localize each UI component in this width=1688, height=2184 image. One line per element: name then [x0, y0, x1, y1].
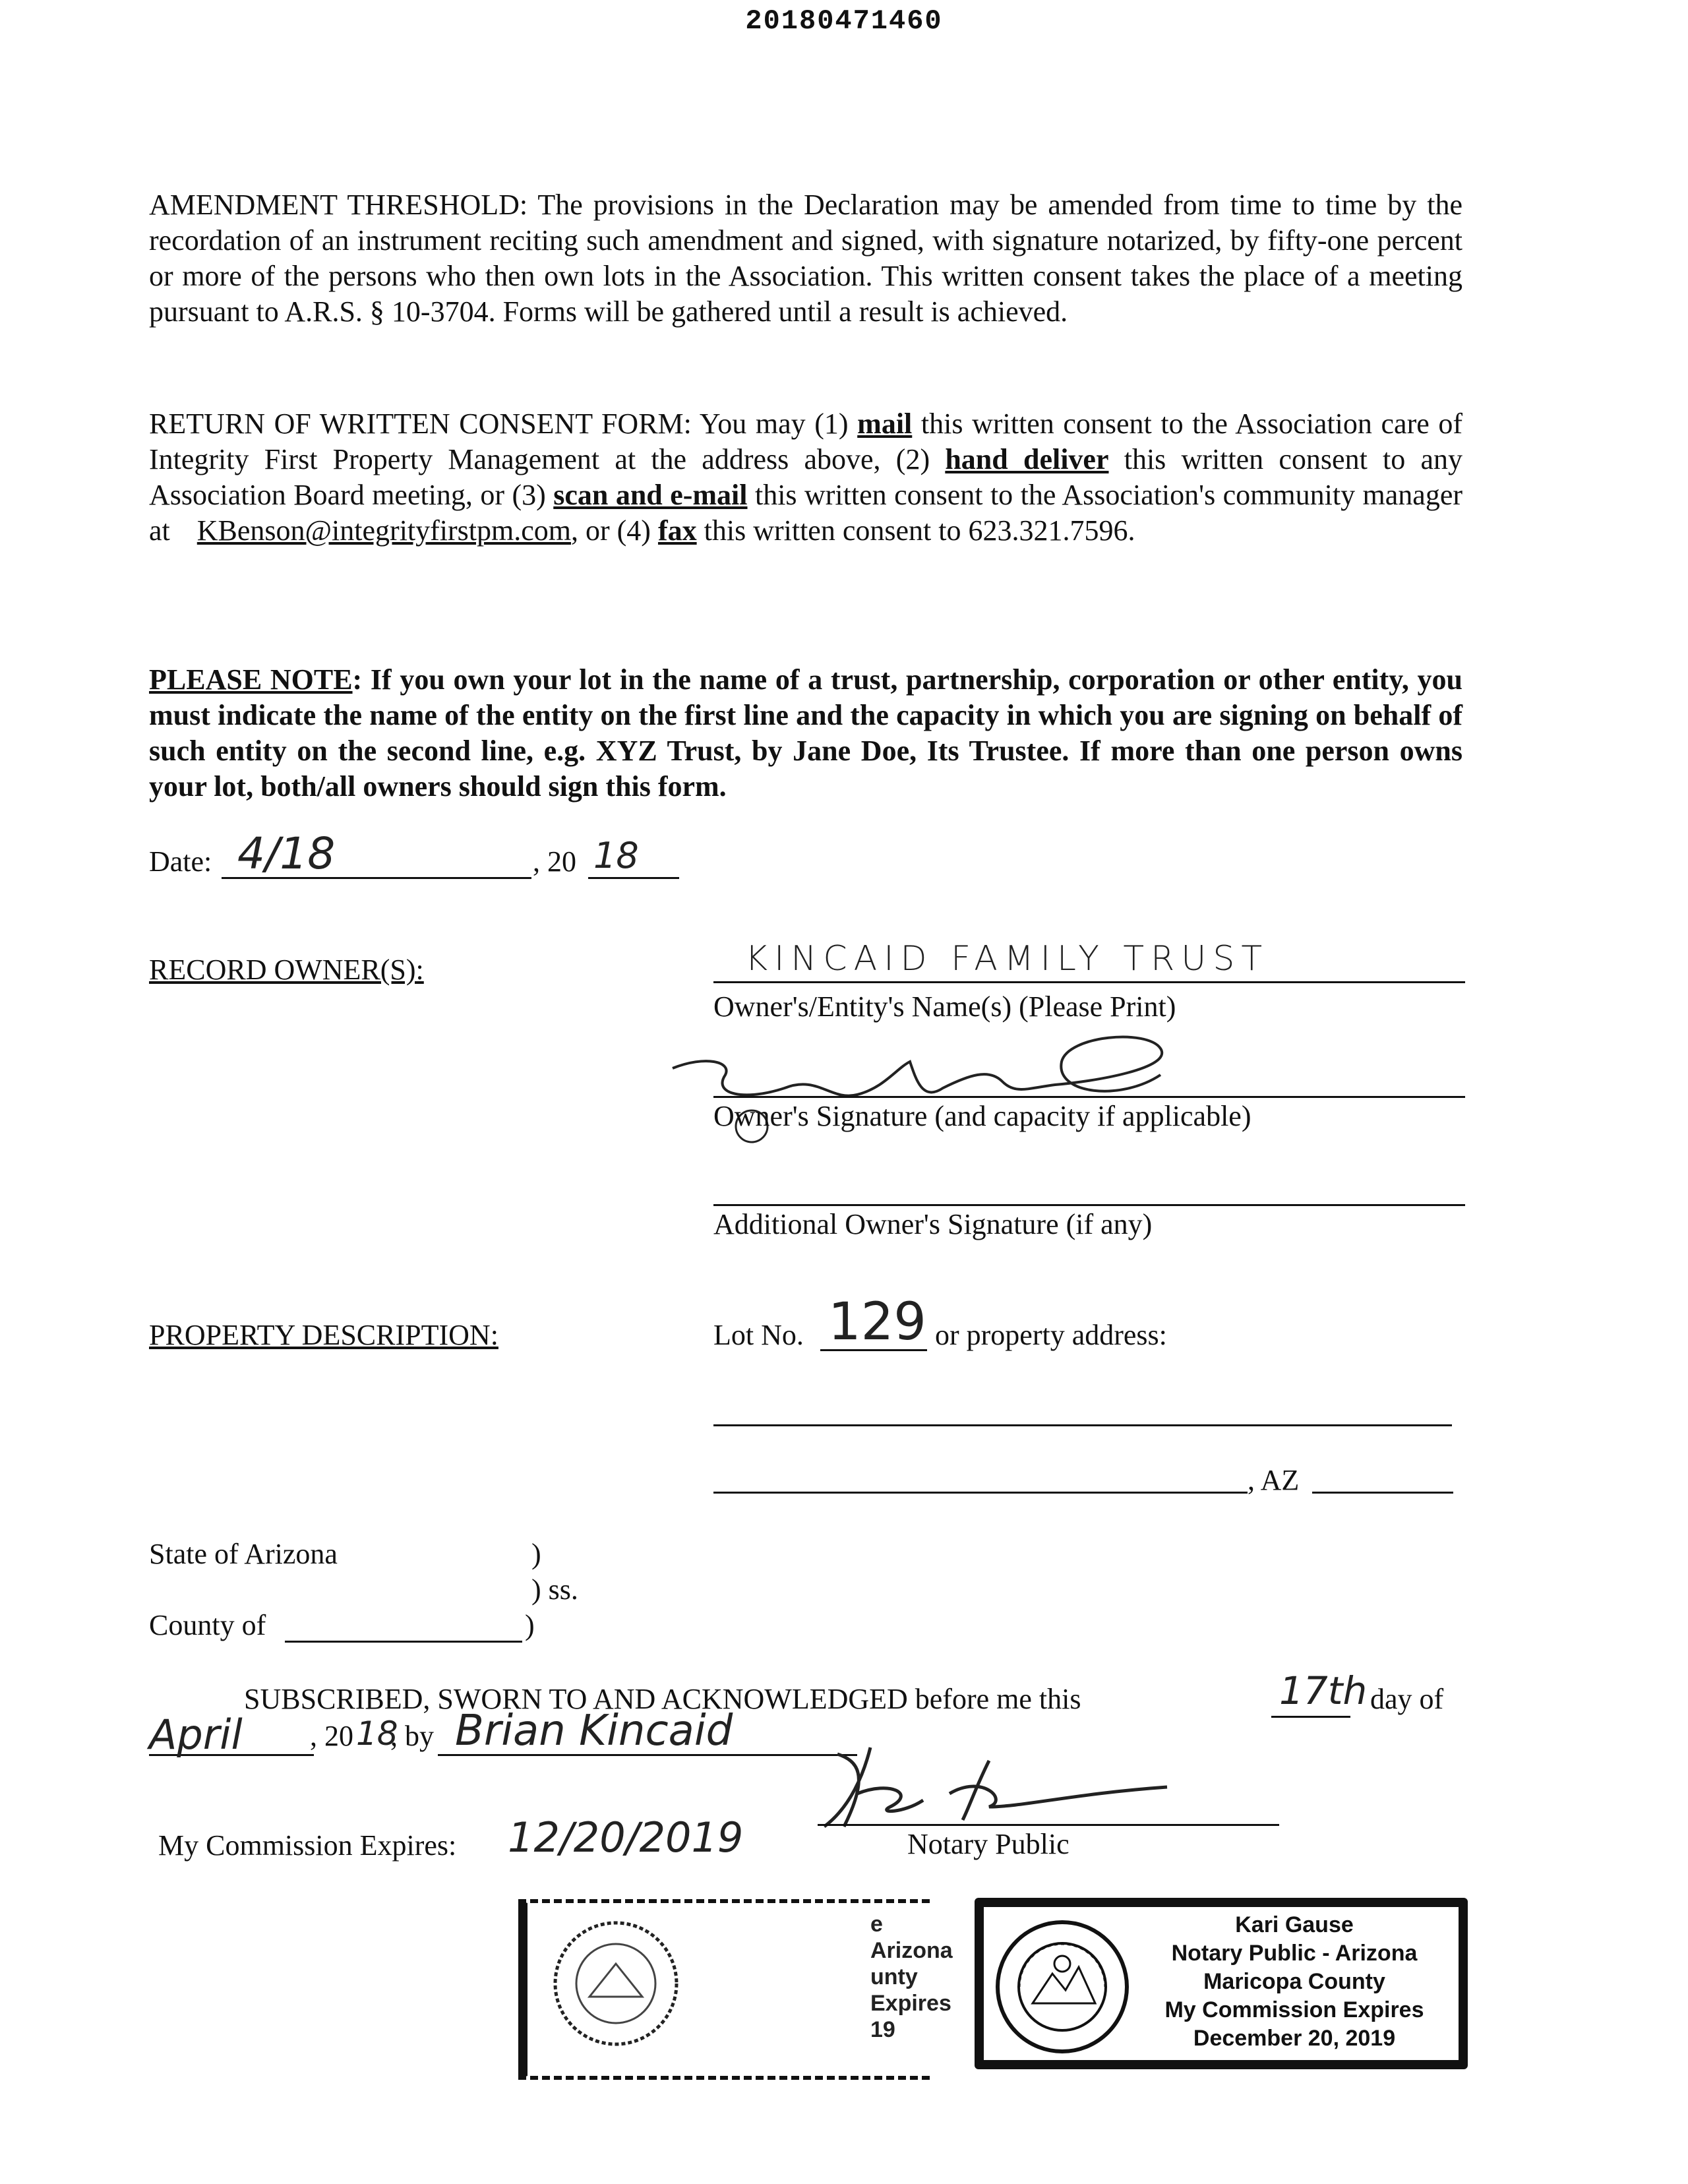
- commission-expires-label: My Commission Expires:: [158, 1829, 457, 1862]
- email-link[interactable]: KBenson@integrityfirstpm.com: [196, 514, 571, 547]
- sworn-text: SUBSCRIBED, SWORN TO AND ACKNOWLEDGED before me this: [244, 1683, 1081, 1715]
- day-line: [1271, 1716, 1350, 1718]
- lot-label: Lot No.: [713, 1319, 804, 1351]
- return-text-2: this written consent to the Association care of Integrity First Property Management at the address above, (2): [149, 408, 1463, 475]
- handwritten-year: 18: [593, 835, 639, 876]
- hand-deliver-option: hand deliver: [945, 443, 1109, 475]
- az-label: , AZ: [1248, 1464, 1300, 1496]
- please-note-text: : If you own your lot in the name of a trust, partnership, corporation or other entity, you must indicate the name of the entity on the first line and the capacity in which you are signing on behalf of such entity on the second line, e.g. XYZ Trust, by Jane Doe, Its Trustee. If more than one person owns your lot, both/all owners should sign this form.: [149, 663, 1462, 803]
- county-line: [285, 1641, 522, 1643]
- notary-signature-line: [818, 1824, 1279, 1826]
- partial-stamp-text: [870, 1911, 953, 2043]
- record-owners-label: RECORD OWNER(S):: [149, 954, 424, 986]
- return-text-5: , or (4): [571, 514, 651, 547]
- notary-year-prefix: , 20: [310, 1720, 353, 1752]
- stamp-notary-title: Notary Public - Arizona: [1171, 1941, 1418, 1966]
- amendment-heading: AMENDMENT THRESHOLD:: [149, 189, 528, 221]
- partial-line-1: e: [870, 1912, 883, 1937]
- handwritten-owner-name: KINCAID FAMILY TRUST: [745, 939, 1269, 979]
- stamp-commission-date: December 20, 2019: [1193, 2026, 1396, 2051]
- partial-state-seal: [550, 1918, 682, 2049]
- scan-email-option: scan and e-mail: [553, 479, 748, 511]
- partial-line-2: Arizona: [870, 1938, 953, 1963]
- handwritten-month: April: [149, 1711, 243, 1759]
- return-text-3: this written consent to any Association Board meeting, or (3): [149, 443, 1463, 511]
- partial-line-5: 19: [870, 2017, 895, 2042]
- notary-handwritten-year: 18: [356, 1714, 398, 1753]
- address-line-1: [713, 1424, 1452, 1426]
- county-paren: ): [525, 1609, 535, 1641]
- zip-line: [1312, 1492, 1453, 1494]
- owner-signature-line: [713, 1096, 1465, 1098]
- return-text-4: this written consent to the Association's community manager at: [149, 479, 1462, 547]
- handwritten-commission-date: 12/20/2019: [508, 1813, 744, 1862]
- amendment-threshold-paragraph: [149, 187, 1462, 330]
- day-of-label: day of: [1370, 1683, 1444, 1715]
- date-label: Date:: [149, 845, 212, 878]
- return-form-paragraph: [149, 406, 1462, 549]
- return-text-1: You may (1): [699, 408, 849, 440]
- fax-option: fax: [657, 514, 697, 547]
- ss-label: ) ss.: [531, 1573, 578, 1606]
- county-label: County of: [149, 1609, 266, 1641]
- document-number: 20180471460: [745, 5, 943, 37]
- partial-line-3: unty: [870, 1964, 918, 1989]
- amendment-text: The provisions in the Declaration may be amended from time to time by the recordation of an instrument reciting such amendment and signed, with signature notarized, by fifty-one percent or more of the persons who then own lots in the Association. This written consent takes the place of a meeting pursuant to A.R.S. § 10-3704. Forms will be gathered until a result is achieved.: [149, 189, 1462, 328]
- owner-name-line: [713, 981, 1465, 983]
- state-paren: ): [531, 1538, 541, 1570]
- return-heading: RETURN OF WRITTEN CONSENT FORM:: [149, 408, 692, 440]
- handwritten-lot-number: 129: [828, 1292, 926, 1352]
- stamp-notary-name: Kari Gause: [1235, 1912, 1354, 1937]
- notary-stamp-text: [1139, 1911, 1449, 2053]
- additional-signature-line: [713, 1204, 1465, 1206]
- owner-signature-caption: Owner's Signature (and capacity if applicable): [713, 1100, 1251, 1132]
- notary-public-caption: Notary Public: [907, 1828, 1070, 1860]
- arizona-state-seal: [993, 1918, 1131, 2056]
- additional-signature-caption: Additional Owner's Signature (if any): [713, 1208, 1153, 1240]
- year-prefix: , 20: [533, 845, 576, 878]
- handwritten-day: 17th: [1279, 1668, 1368, 1713]
- stamp-commission-label: My Commission Expires: [1164, 1997, 1424, 2022]
- partial-line-4: Expires: [870, 1991, 951, 2016]
- owner-name-caption: Owner's/Entity's Name(s) (Please Print): [713, 990, 1176, 1023]
- handwritten-by-name: Brian Kincaid: [455, 1707, 733, 1755]
- stamp-county: Maricopa County: [1203, 1969, 1385, 1994]
- state-label: State of Arizona: [149, 1538, 338, 1570]
- partial-stamp-impression: [518, 1899, 953, 2080]
- address-line-2: [713, 1492, 1248, 1494]
- by-label: , by: [390, 1720, 434, 1752]
- property-address-label: or property address:: [935, 1319, 1167, 1351]
- please-note-paragraph: [149, 662, 1462, 804]
- handwritten-date: 4/18: [237, 828, 336, 879]
- year-line: [588, 877, 679, 879]
- return-text-6: this written consent to 623.321.7596.: [704, 514, 1135, 547]
- notary-stamp: [975, 1898, 1468, 2069]
- mail-option: mail: [857, 408, 913, 440]
- property-description-label: PROPERTY DESCRIPTION:: [149, 1319, 498, 1351]
- please-note-heading: PLEASE NOTE: [149, 663, 353, 696]
